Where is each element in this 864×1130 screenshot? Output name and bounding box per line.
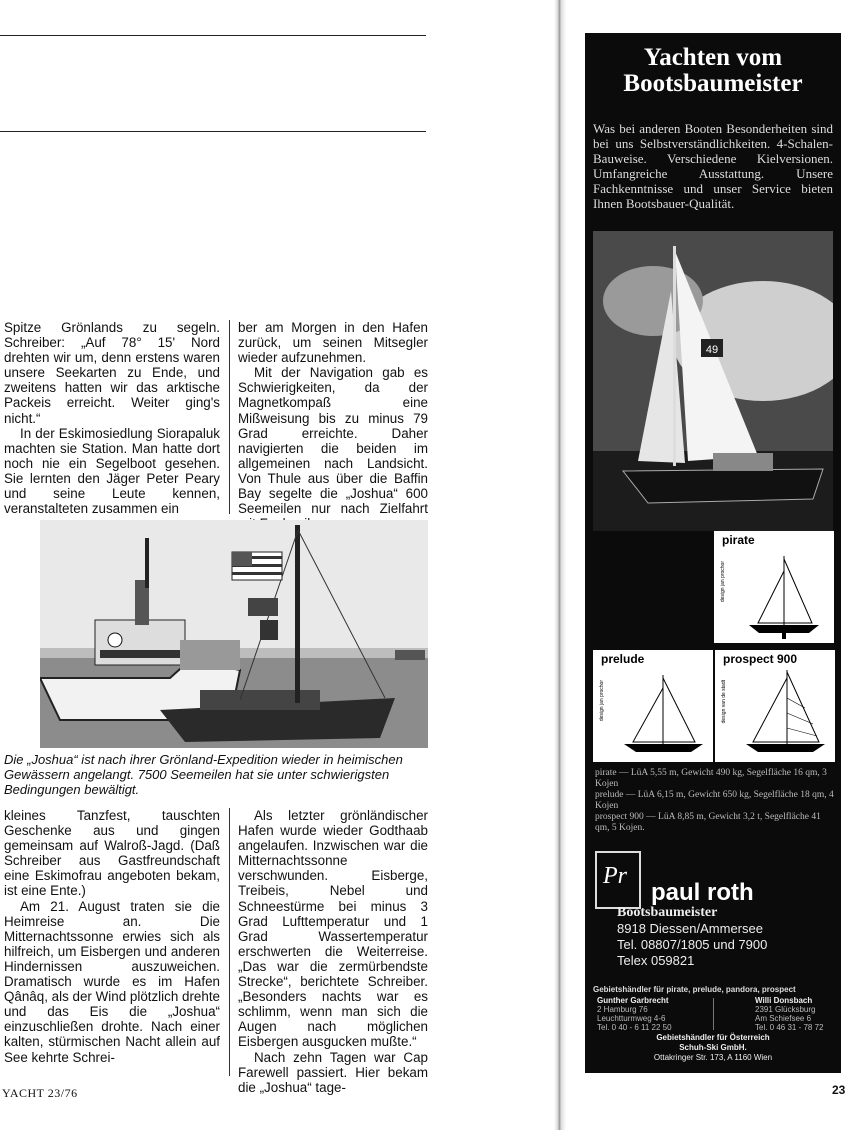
model-name: pirate bbox=[722, 533, 755, 547]
dealers-heading: Gebietshändler für pirate, prelude, pandora, prospect bbox=[593, 985, 796, 994]
sail-number: 49 bbox=[705, 344, 719, 356]
address-line: Telex 059821 bbox=[617, 953, 695, 968]
paragraph: Spitze Grönlands zu segeln. Schreiber: „Auf 78° 15' Nord drehten wir um, denn erstens waren unsere Seekarten zu Ende, und zweitens hatten wir das arktische Packeis erreicht. Weiter ging's nicht.“ bbox=[4, 320, 220, 426]
article-col2-bottom bbox=[238, 808, 428, 1095]
top-rule-1 bbox=[0, 35, 426, 36]
austria-line: Ottakringer Str. 173, A 1160 Wien bbox=[653, 1053, 773, 1062]
article-col1-top bbox=[4, 320, 220, 516]
sail-plan-icon bbox=[743, 668, 829, 760]
joshua-photo bbox=[40, 520, 428, 748]
dealer-line: 2391 Glücksburg bbox=[755, 1005, 816, 1014]
dealer-divider bbox=[713, 998, 714, 1030]
spec-line: prospect 900 — LüA 8,85 m, Gewicht 3,2 t, Segelfläche 41 qm, 5 Kojen. bbox=[595, 812, 821, 833]
ad-title: Yachten vom Bootsbaumeister bbox=[623, 44, 803, 97]
austria-line: Schuh-Ski GmbH. bbox=[679, 1043, 747, 1052]
dealer-line: Leuchtturmweg 4-6 bbox=[597, 1014, 666, 1023]
dealer-line: 2 Hamburg 76 bbox=[597, 1005, 648, 1014]
dealer-line: Am Schiefsee 6 bbox=[755, 1014, 812, 1023]
advertisement bbox=[585, 33, 841, 1073]
dealer-donsbach bbox=[755, 996, 824, 1032]
paragraph: ber am Morgen in den Hafen zurück, um seinen Mitsegler wieder aufzunehmen. bbox=[238, 320, 428, 366]
designer-credit: design jan prochor bbox=[599, 680, 605, 722]
model-name: prelude bbox=[601, 652, 645, 666]
top-rule-2 bbox=[0, 131, 426, 132]
designer-credit: design jan prochor bbox=[720, 561, 726, 603]
model-specs bbox=[595, 768, 835, 834]
paragraph: kleines Tanzfest, tauschten Geschenke aus und gingen gemeinsam auf Walroß-Jagd. (Daß Schreiber aus Gastfreundschaft eine Eskimofrau angeboten bekam, ist eine Ente.) bbox=[4, 808, 220, 899]
model-panel-prelude bbox=[593, 650, 713, 762]
column-divider bbox=[229, 320, 230, 514]
dealer-line: Willi Donsbach bbox=[755, 996, 813, 1005]
spec-line: pirate — LüA 5,55 m, Gewicht 490 kg, Segelfläche 16 qm, 3 Kojen bbox=[595, 768, 827, 789]
page-gutter bbox=[554, 0, 566, 1130]
dealer-line: Tel. 0 40 - 6 11 22 50 bbox=[597, 1023, 672, 1032]
model-name: prospect 900 bbox=[723, 652, 798, 666]
article-col2-top bbox=[238, 320, 428, 531]
photo-caption: Die „Joshua“ ist nach ihrer Grönland-Expedition wieder in heimischen Gewässern angelangt. 7500 Seemeilen hat sie unter schwierigsten Bedingungen bewältigt. bbox=[4, 752, 403, 797]
column-divider bbox=[229, 808, 230, 1076]
austria-line: Gebietshändler für Österreich bbox=[656, 1033, 770, 1042]
designer-credit: design van de stadt bbox=[721, 680, 727, 724]
address-title: Bootsbaumeister bbox=[617, 905, 718, 920]
dealer-garbrecht bbox=[597, 996, 672, 1032]
company-name: paul roth bbox=[651, 879, 754, 906]
paragraph: Mit der Navigation gab es Schwierigkeiten, da der Magnetkompaß eine Mißweisung bis zu minus 79 Grad erreichte. Daher navigierten die beiden im allgemeinen nach Landsicht. Von Thule aus über die Baffin Bay segelte die „Joshua“ 600 Seemeilen nur nach Zielfahrt bbox=[238, 365, 428, 517]
logo-letters: Pr bbox=[603, 863, 627, 889]
sailboat-photo bbox=[593, 231, 833, 531]
paragraph: Als letzter grönländischer Hafen wurde wieder Godthaab angelaufen. Inzwischen war die Mitternachtssonne verschwunden. Eisberge, Treibeis, Nebel und Schneestürme bei minus 3 Grad Lufttemperatur und 1 Grad Wassertemperatur erschwerten die Weiterreise. „Das war die zermürbendste Strecke“, berichtete Schreiber. „Besonders nachts war es schlimm, wenn man sich die Augen nach möglichen Eisbergen ausgucken mußte.“ bbox=[238, 808, 428, 1050]
paragraph: In der Eskimosiedlung Siorapaluk machten sie Station. Man hatte dort noch nie ein Segelboot gesehen. Sie lernten den Jäger Peter Peary und seine Leute kennen, veranstalteten zusammen ein bbox=[4, 425, 220, 517]
article-col1-bottom bbox=[4, 808, 220, 1065]
spec-line: prelude — LüA 6,15 m, Gewicht 650 kg, Segelfläche 18 qm, 4 Kojen bbox=[595, 790, 834, 811]
company-address bbox=[617, 905, 767, 969]
model-panel-pirate bbox=[714, 531, 834, 643]
magazine-footer: YACHT 23/76 bbox=[2, 1086, 78, 1100]
dealer-line: Gunther Garbrecht bbox=[597, 996, 669, 1005]
dealer-line: Tel. 0 46 31 - 78 72 bbox=[755, 1023, 824, 1032]
sail-plan-icon bbox=[744, 551, 824, 641]
address-line: 8918 Diessen/Ammersee bbox=[617, 921, 763, 936]
model-panel-prospect bbox=[715, 650, 835, 762]
paragraph: Nach zehn Tagen war Cap Farewell passiert. Hier bekam die „Joshua“ tage- bbox=[238, 1049, 428, 1095]
sail-plan-icon bbox=[621, 670, 707, 760]
pr-logo-mark bbox=[595, 851, 641, 909]
ad-body-text: Was bei anderen Booten Besonderheiten sind bei uns Selbstverständlichkeiten. 4-Schalen-Bauweise. Verschiedene Kielversionen. Umfangreiche Ausstattung. Unsere Fachkenntnisse und unser Service bieten Ihnen Bootsbauer-Qualität. bbox=[593, 121, 833, 211]
address-line: Tel. 08807/1805 und 7900 bbox=[617, 937, 768, 952]
austria-dealer bbox=[585, 1033, 841, 1063]
page-number: 23 bbox=[832, 1083, 846, 1097]
paragraph: Am 21. August traten sie die Heimreise an. Die Mitternachtssonne erwies sich als hilfreich, um Eisbergen und anderen Hindernissen auszuweichen. Dramatisch wurde es im Hafen Qânâq, als der Wind plötzlich drehte und das Eis die „Joshua“ einzuschließen drohte. Nach einer kalten, stürmischen Nacht allein auf See kehrte Schrei- bbox=[4, 898, 220, 1065]
